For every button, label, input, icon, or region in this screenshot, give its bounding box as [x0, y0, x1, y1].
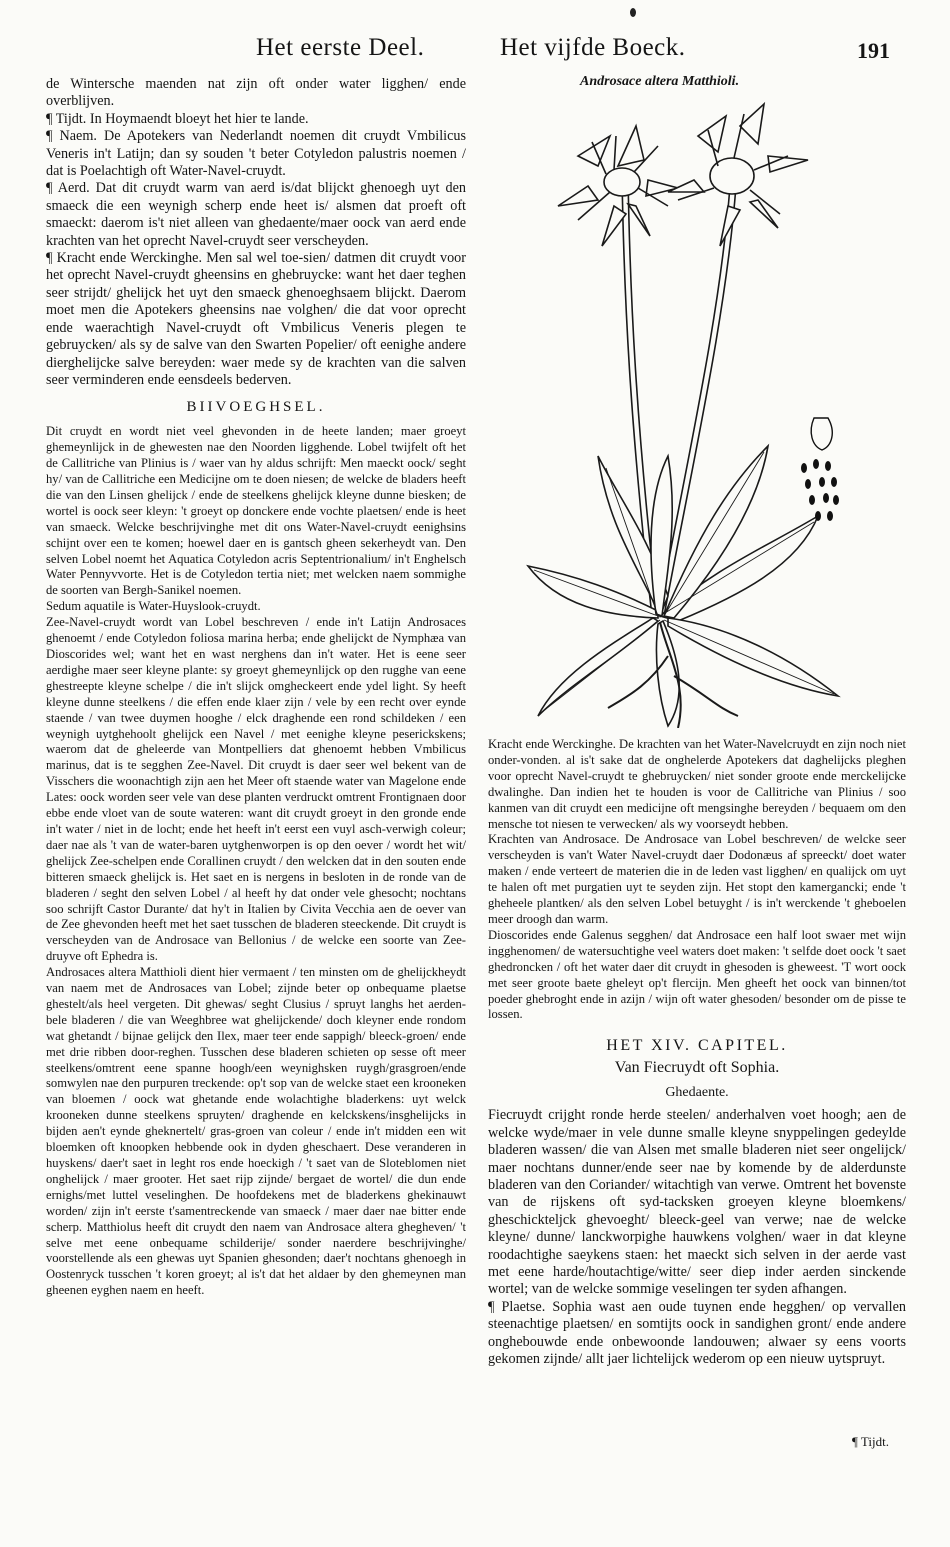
chapter-subheading: Ghedaente. [665, 1085, 729, 1101]
running-header-left: Het eerste Deel. [256, 34, 425, 61]
paragraph-bijvoeghsel: Dit cruydt en wordt niet veel ghevonden in de heete landen; maer groeyt ghemeynlijck in de ghewesten nae den Noorden ligghende. Lobel twijfelt oft het de Callitriche van Plinius is / waer van hy aldus schrijft: Men maeckt oock/ seght hy/ van de Callitriche een Medicijne om te doen niesen; de welcke de bladers heeft die van den Linsen ghelijck / ende de steelkens ghelijck kleyne dunne biesken; de wortel is oock seer kleyn: 't groeyt op donckere ende vochte plaetsen/ ende is heet van smaeck. Welcke beschrijvinghe met dit ons Water-Navel-cruydt eenighsins schijnt over een te komen; hoewel daer en is gantsch gheen sekerheydt van. Den selven Lobel noemt het Aquatica Cotyledon acris Septentrionalium/ in't Enghelsch Water Pennyvvorte. Het is de Cotyledon tertia niet; met welcken naem sommighe de soorten van Bergh-Sanikel noemen. [46, 424, 466, 598]
paragraph-kracht-water-navel: Kracht ende Werckinghe. De krachten van het Water-Navelcruydt en zijn noch niet onder-vonden. al is't sake dat de onghelerde Apotekers dat daghelijcks pleghen voor oprecht Navel-cruydt te ghebruycken/ niet sonder groote ende merckelijcke dwalinghe. Dan indien het te houden is voor de Callitriche van Plinius / soo kanmen van dit cruydt een medicijne oft mengsinghe bereyden / bequaem om den mensche tot niesen te verwecken/ als wy voorseydt hebben. [488, 737, 906, 831]
paragraph: de Wintersche maenden nat zijn oft onder water ligghen/ ende overblijven. [46, 76, 466, 110]
right-text-column [488, 737, 906, 1368]
catchword: ¶ Tijdt. [852, 1434, 889, 1449]
paragraph-tijdt: ¶ Tijdt. In Hoymaendt bloeyt het hier te lande. [46, 110, 309, 127]
paragraph-plaetse: ¶ Plaetse. Sophia wast aen oude tuynen ende hegghen/ op vervallen steenachtige plaetsen/ en somtijts oock in sandighen gront/ ende andere onghebouwde ende onbewoonde landouwen; alwaer sy eens voorts gekomen zijnde/ allt jaer lichtelijck wederom op een nieuw uytspruyt. [488, 1298, 906, 1367]
botanical-woodcut-plant-icon [518, 96, 854, 728]
figure-caption: Androsace altera Matthioli. [580, 74, 740, 89]
paragraph-androsaces-altera: Androsaces altera Matthioli dient hier vermaent / ten minsten om de ghelijckheydt van naem met de Androsaces van Lobel; zijnde beter op onbequame plaetse ghestelt/als heel vergeten. Dit ghewas/ seght Clusius / spruyt langhs het aerden-bele bladeren / die van Weeghbree wat ghelijckende/ doch kleyner ende rondom wat ghetandt / bijnae gelijck den Ilex, maer teer ende sappigh/ bleeck-groen/ ende met drie ribben door-reghen. Tusschen dese bladeren schieten op sesse oft meer steelkens/omtrent eene spanne hoogh/een weynighsken ruygh/grasgroen/ende somwylen nae den purpuren treckende: op't sop van de welcke staet een krooneken van bloemen / oock wat ghetande ende wolachtighe bladerkens: uyt welck krooneken dunne steelkens spruyten/ draghende en kelckskens/insghelijcks in bijden aen't eynde gheknertelt/ gras-groen van coleur / ende in't midden een wit bloemken oft knoopken hebbende ook in dyden gheschaert. Dese veranderen in huyskens/ daer't saet in leght ros ende hoeckigh / 't saet van de Sloteblomen niet onghelijck / maer grooter. Het saet rijp zijnde/ bergaet de wortel/ die dun ende ernighs/met luttel veselinghen. De hoofdekens met de bladerkens ghekinauwt worden/ zijn in't eerste t'samentreckende van smaeck / maer daer nae bitter ende scherp. Matthiolus heeft dit cruydt den naem van Androsace altera ghegheven/ 't selve met eene onbequame schilderije/ sonder naerdere beschrijvinghe/ voorstellende als een ghewas uyt Spanien ghesonden; daer't nochtans ghenoegh in Oostenryck tusschen 't koren groeyt; al is't dat het aldaer by den ghemeynen man gheenen eyghen naem en heeft. [46, 965, 466, 1298]
left-flower-cluster [558, 126, 678, 246]
paragraph-zee-navel: Zee-Navel-cruydt wordt van Lobel beschreven / ende in't Latijn Androsaces ghenoemt / ende Cotyledon foliosa marina herba; ende ghelijckt de Nymphæa van Dioscorides wel; want het en wast nerghens dan in't water. Het is eene seer aerdighe maer seer kleyne plante: sy groeyt ghemeynlijck op den rugghe van eene ghestreepte kleyne schelpe / die in't slijck omgheckeert ende ydel light. Sy heeft kleyne dunne steelkens / die effen ende klaer zijn / vele by een recht over eynde staende / van twee duymen hooghe / elck draghende een rond schildeken / een weynigh uytghehoolt ghelijck een Navel / met eenighe kleyne peserickskens; waerom dat de gheleerde van Montpelliers dat ghenoemt hebben Vmbilicus marinus, dat is te segghen Zee-Navel. Dit cruydt is daer seer wel bekent van de Visschers die woonachtigh zijn aen het Meer oft staende water van Magelone ende Lates: oock worden seer vele van dese planten verdruckt omtrent Frontignaen door ebbe ende vloet van de soute wateren: want dit cruydt groeyt in den gronde ende in't water / niet in de locht; ende het heeft in't eerst een vuyl asch-verwigh coleur; daer nae als 't van de water-baren uytghenworpen is op den oever / wordt het wit/ ghelijck Zee-schelpen ende Corallinen cruydt / den welcken dat in den souten ende bitteren smaeck ghelijck is. Het saet en is nergens in besloten in de ronde van de bladeren / seght den selven Lobel / al heeft hy dat onder vele ghesocht; nochtans soo schrijft Castor Durante/ dat hy't in Italien by Civita Vecchia aen de oever van de Zee ghevonden heeft met het saet tusschen de bladeren steeckende. Dit cruydt is verscheyden van de Androsace van Bellonius / de welcke een soorte van Zee-druyve oft Ephedra is. [46, 615, 466, 964]
chapter-title: HET XIV. CAPITEL. [606, 1037, 788, 1055]
section-title-bijvoeghsel: BIIVOEGHSEL. [186, 399, 326, 416]
paragraph-sedum: Sedum aquatile is Water-Huyslook-cruydt. [46, 599, 261, 614]
left-text-column [46, 76, 466, 1299]
right-flower-cluster [668, 104, 808, 246]
paragraph-naem: ¶ Naem. De Apotekers van Nederlandt noemen dit cruydt Vmbilicus Veneris in't Latijn; dan sy souden 't beter Cotyledon palustris noemen / dat is Poelachtigh oft Water-Navel-cruydt. [46, 128, 466, 180]
seed-detail [801, 418, 839, 521]
paragraph-dioscorides: Dioscorides ende Galenus segghen/ dat Androsace een half loot swaer met wijn ingghenomen/ de watersuchtighe veel waters doet maken: 't selfde doet oock 't saet ghedroncken / oft het water daer dit cruydt in ghesoden is gheweest. 'T wort oock met seer groote baete gheleyt op't flercijn. Men gheeft het oock van binnen/tot poeder ghebroght ende in azijn / wijn oft water ghesoden/ besonder om de pisse te lossen. [488, 927, 906, 1022]
page-number: 191 [857, 38, 890, 63]
paragraph-krachten-androsace: Krachten van Androsace. De Androsace van Lobel beschreven/ de welcke seer verscheyden is van't Water Navel-cruydt daer Dodonæus af spreeckt/ doet water maken / ende verteert de materien die in de leden vast ligghen/ en qualijck om uyt te halen oft met purgatien uyt te seyden zijn. Het stopt den kamergancki; ende 't gheheele plantken/ als den selven Lobel betuyght / is in't werckende 't gheboelen meer droogh dan warm. [488, 832, 906, 926]
paragraph-ghedaente: Fiecruydt crijght ronde herde steelen/ anderhalven voet hoogh; aen de welcke wyde/maer in vele dunne smalle kleyne snyppelingen gedeylde bladeren wassen/ die van Alsen met smalle bladeren niet seer ongelijck/ maer nochtans dunner/ende seer nae by komende by de alderdunste bladeren van den Coriander/ witachtigh van verwe. Omtrent het bovenste van de rijskens oft syd-tacksken groeyen kleyne bloemkens/ gheschickteljck ghevoeght/ bleeck-geel van verwe; nae de welcke kleyne/ dunne/ lanckworpighe hauwkens volghen/ waer in dat kleyne roodachtighe saeykens staen: het maeckt sich selven in der aerde vast met eene harde/houtachtige/witte/ seer diep inder aerden sinckende wortel; van de welcke sommige veselingen ter syden afhangen. [488, 1107, 906, 1298]
paragraph-kracht: ¶ Kracht ende Werckinghe. Men sal wel toe-sien/ datmen dit cruydt voor het oprecht Navel-cruydt gheensins en ghebruycke: want het daer teghen seer strijdt/ ghelijck het uyt den smaeck ghenoeghsaem blijckt. Daerom moet men die Apotekers gheensins nae volghen/ die dat voor oprecht ende waerachtigh Navel-cruydt oft Vmbilicus Veneris plegen te gebruycken/ als sy de salve van den Swarten Popelier/ oft eenighe andere dierghelijcke salve bereyden: waer mede sy de krachten van die salven seer verminderen ende eensdeels bederven. [46, 250, 466, 388]
running-header-right: Het vijfde Boeck. [500, 34, 686, 61]
paragraph-aerd: ¶ Aerd. Dat dit cruydt warm van aerd is/dat blijckt ghenoegh uyt den smaeck die een weynigh scherp ende heet is/ alsmen dat proeft oft smaeckt: daerom is't niet alleen van ghedaente/maer oock van aerd ende krachten van het oprecht Navel-cruydt seer verscheyden. [46, 180, 466, 249]
chapter-subtitle: Van Fiecruydt oft Sophia. [614, 1059, 780, 1077]
ink-speck [630, 8, 636, 17]
